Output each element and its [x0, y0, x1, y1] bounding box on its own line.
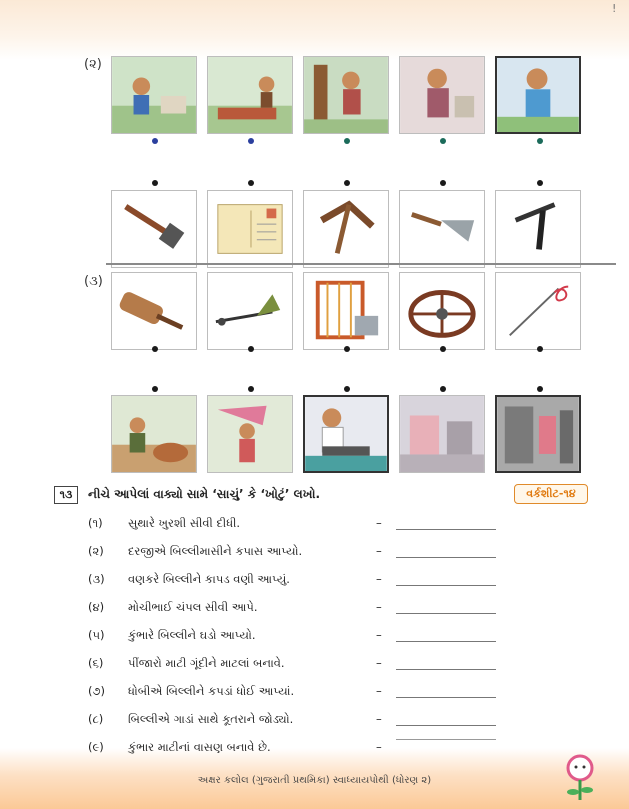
- statement-text: મોચીભાઈ ચંપલ સીવી આપે.: [128, 600, 258, 614]
- statement-number: (૪): [88, 600, 105, 614]
- dyer-picture: [207, 395, 293, 473]
- match-dot[interactable]: [537, 180, 543, 186]
- statement-2: [88, 544, 608, 564]
- match-dot[interactable]: [344, 180, 350, 186]
- statement-dash: –: [376, 684, 382, 698]
- statement-text: સુથારે ખુરશી સીવી દીધી.: [128, 516, 241, 530]
- needle-thread-picture: [495, 272, 581, 350]
- statement-text: બિલ્લીએ ગાડાં સાથે કૂતરાને જોડ્યો.: [128, 712, 294, 726]
- statement-7: [88, 684, 608, 704]
- page-footer: અક્ષર કલોલ (ગુજરાતી પ્રથમિકા) સ્વાધ્યાયપોથી (ધોરણ ૨): [197, 775, 432, 786]
- match-dot[interactable]: [152, 386, 158, 392]
- match-dot[interactable]: [440, 138, 446, 144]
- statement-text: પીંજારો માટી ગૂંદીને માટલાં બનાવે.: [128, 656, 285, 670]
- statement-text: વણકરે બિલ્લીને કાપડ વણી આપ્યું.: [128, 572, 290, 586]
- answer-blank[interactable]: [396, 739, 496, 740]
- statement-dash: –: [376, 628, 382, 642]
- trowel-picture: [399, 190, 485, 268]
- match-dot[interactable]: [248, 346, 254, 352]
- worker-picture-2: [207, 56, 293, 134]
- statement-number: (૩): [88, 572, 105, 586]
- answer-blank[interactable]: [396, 669, 496, 670]
- mascot-icon: [560, 752, 600, 804]
- section-divider: [106, 263, 616, 265]
- statement-dash: –: [376, 740, 382, 754]
- worker-picture-3: [303, 56, 389, 134]
- postcard-picture: [207, 190, 293, 268]
- statement-1: [88, 516, 608, 536]
- match-dot[interactable]: [440, 346, 446, 352]
- answer-blank[interactable]: [396, 529, 496, 530]
- match-dot[interactable]: [248, 386, 254, 392]
- question-number: ૧૩: [54, 486, 78, 504]
- match-dot[interactable]: [440, 386, 446, 392]
- statement-number: (૯): [88, 740, 104, 754]
- statement-5: [88, 628, 608, 648]
- match-dot[interactable]: [537, 346, 543, 352]
- shop-picture: [495, 395, 581, 473]
- statement-number: (૨): [88, 544, 104, 558]
- statement-6: [88, 656, 608, 676]
- statement-dash: –: [376, 712, 382, 726]
- statement-text: કુંભારે બિલ્લીને ઘડો આપ્યો.: [128, 628, 256, 642]
- match-dot[interactable]: [152, 346, 158, 352]
- match-dot[interactable]: [152, 180, 158, 186]
- washer-picture: [111, 395, 197, 473]
- answer-blank[interactable]: [396, 585, 496, 586]
- statement-number: (૭): [88, 684, 105, 698]
- worker-picture-5: [495, 56, 581, 134]
- washing-bat-picture: [111, 272, 197, 350]
- answer-blank[interactable]: [396, 613, 496, 614]
- match-dot[interactable]: [344, 138, 350, 144]
- pickaxe-picture: [303, 190, 389, 268]
- hammer-picture: [111, 190, 197, 268]
- match-dot[interactable]: [537, 138, 543, 144]
- answer-blank[interactable]: [396, 725, 496, 726]
- statement-text: દરજીએ બિલ્લીમાસીને કપાસ આપ્યો.: [128, 544, 303, 558]
- wheel-picture: [399, 272, 485, 350]
- statement-dash: –: [376, 600, 382, 614]
- razor-picture: [495, 190, 581, 268]
- statement-dash: –: [376, 544, 382, 558]
- statement-dash: –: [376, 516, 382, 530]
- match-dot[interactable]: [344, 386, 350, 392]
- match-dot[interactable]: [537, 386, 543, 392]
- statement-text: ધોબીએ બિલ્લીને કપડાં ધોઈ આપ્યાં.: [128, 684, 295, 698]
- answer-blank[interactable]: [396, 641, 496, 642]
- bow-tool-picture: [207, 272, 293, 350]
- statement-9: [88, 740, 608, 760]
- statement-number: (૫): [88, 628, 105, 642]
- question-title: નીચે આપેલાં વાક્યો સામે ‘સાચું’ કે ‘ખોટું’ લખો.: [88, 487, 321, 501]
- charkha-frame-picture: [303, 272, 389, 350]
- statement-dash: –: [376, 572, 382, 586]
- match-dot[interactable]: [248, 180, 254, 186]
- tailor-picture: [303, 395, 389, 473]
- worksheet-tag: વર્કશીટ-૧૪: [514, 484, 588, 504]
- statement-dash: –: [376, 656, 382, 670]
- statement-number: (૬): [88, 656, 104, 670]
- statement-8: [88, 712, 608, 732]
- answer-blank[interactable]: [396, 697, 496, 698]
- section-2-label: (૨): [84, 57, 102, 72]
- statement-number: (૮): [88, 712, 104, 726]
- match-dot[interactable]: [248, 138, 254, 144]
- match-dot[interactable]: [152, 138, 158, 144]
- answer-blank[interactable]: [396, 557, 496, 558]
- worker-picture-4: [399, 56, 485, 134]
- statement-4: [88, 600, 608, 620]
- corner-mark: !: [612, 2, 617, 15]
- top-decoration: [0, 0, 629, 60]
- statement-number: (૧): [88, 516, 103, 530]
- statement-text: કુંભાર માટીનાં વાસણ બનાવે છે.: [128, 740, 271, 754]
- worker-picture-1: [111, 56, 197, 134]
- statement-3: [88, 572, 608, 592]
- weaver-picture: [399, 395, 485, 473]
- match-dot[interactable]: [440, 180, 446, 186]
- section-3-label: (૩): [84, 274, 103, 289]
- match-dot[interactable]: [344, 346, 350, 352]
